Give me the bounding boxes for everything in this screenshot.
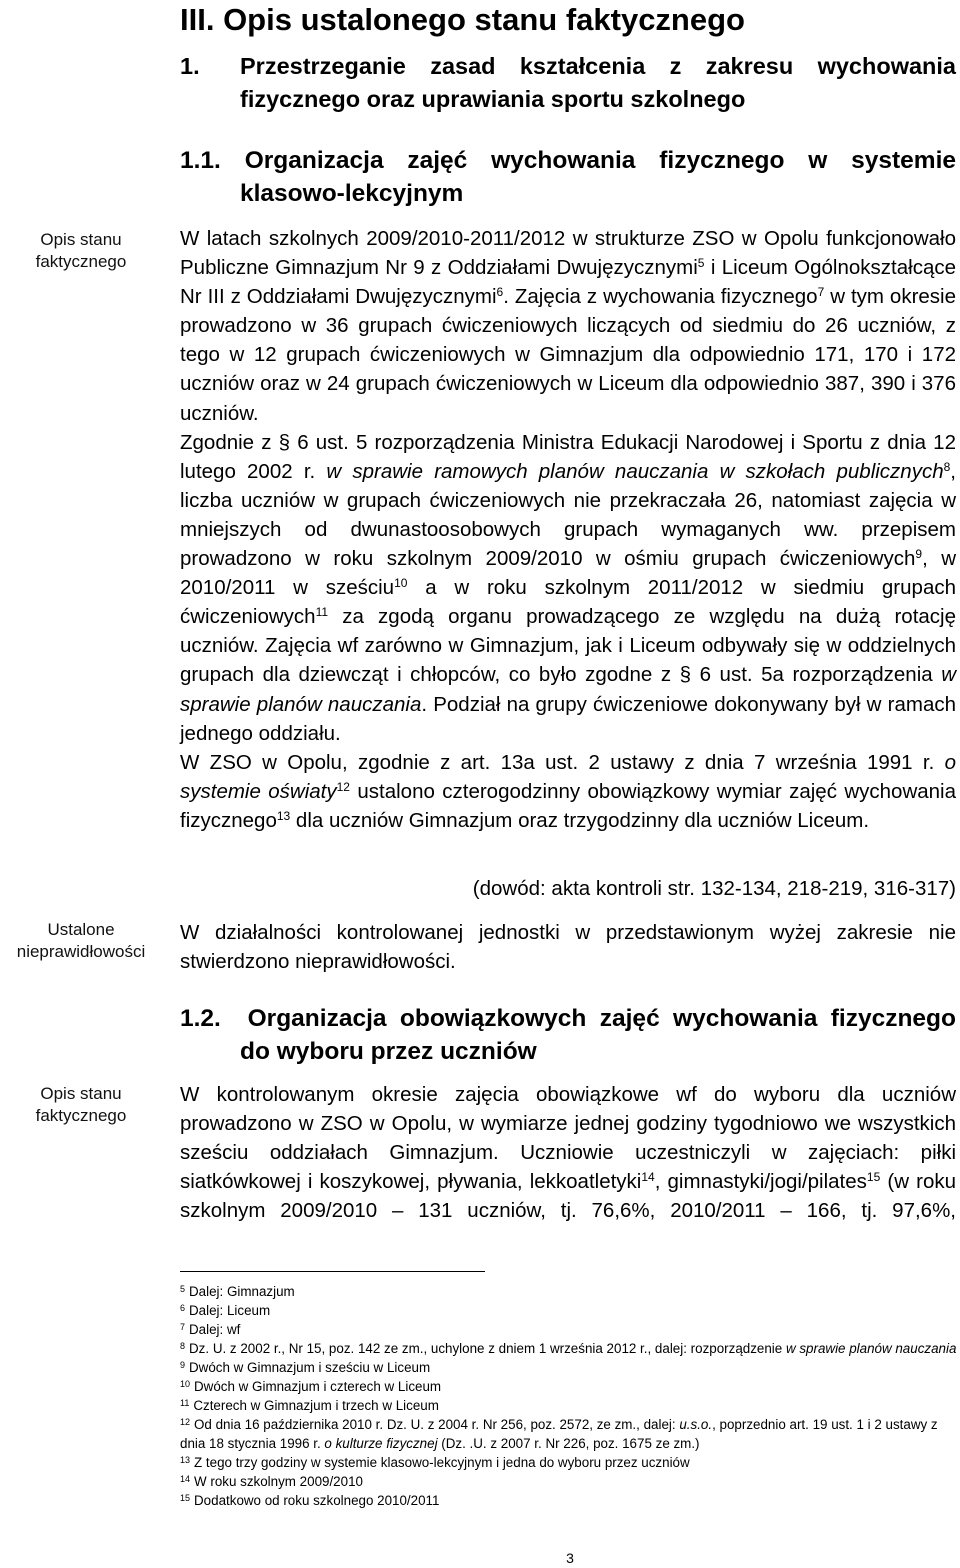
footnote-13: $^{13}$ Z tego trzy godziny w systemie klasowo-lekcyjnym i jedna do wyboru przez uczniów [180, 1455, 690, 1470]
paragraph-3: W ZSO w Opolu, zgodnie z art. 13a ust. 2 ustawy z dnia 7 września 1991 r. o systemie oświaty$^{12}$ ustalono czterogodzinny obowiązkowy wymiar zajęć wychowania fizycznego$^{13}$ dla uczniów Gimnazjum oraz trzygodzinny dla uczniów Liceum. [180, 750, 957, 832]
footnotes [180, 1282, 958, 1510]
footnote-separator [180, 1271, 485, 1272]
footnote-6: $^6$ Dalej: Liceum [180, 1303, 271, 1318]
margin-note-facts-1: Opis stanu faktycznego [35, 230, 127, 271]
heading-1-number: 1. [180, 53, 200, 79]
heading-1-2 [180, 1002, 956, 1068]
footnote-14: $^{14}$ W roku szkolnym 2009/2010 [180, 1474, 363, 1489]
paragraph-1: W latach szkolnych 2009/2010-2011/2012 w strukturze ZSO w Opolu funkcjonowało Publiczne Gimnazjum Nr 9 z Oddziałami Dwujęzycznymi$^5$ i Liceum Ogólnokształcące Nr III z Oddziałami Dwujęzycznymi$^6$. Zajęcia z wychowania fizycznego$^7$ w tym okresie prowadzono w 36 grupach ćwiczeniowych liczących od siedmiu do 26 uczniów, z tego w 12 grupach ćwiczeniowych w Gimnazjum dla odpowiednio 171, 170 i 172 uczniów oraz w 24 grupach ćwiczeniowych w Liceum dla odpowiednio 387, 390 i 376 uczniów. [180, 227, 957, 425]
heading-1-1-number: 1.1. [180, 147, 221, 174]
footnote-10: $^{10}$ Dwóch w Gimnazjum i czterech w Liceum [180, 1379, 442, 1394]
heading-1-1-line1: Organizacja zajęć wychowania fizycznego w systemie [244, 147, 957, 174]
footnote-7: $^7$ Dalej: wf [180, 1322, 241, 1337]
footnote-8: $^8$ Dz. U. z 2002 r., Nr 15, poz. 142 ze zm., uchylone z dniem 1 września 2012 r., dalej: rozporządzenie w sprawie planów nauczania [180, 1341, 957, 1356]
heading-1-1 [180, 144, 956, 210]
evidence-note: (dowód: akta kontroli str. 132-134, 218-219, 316-317) [472, 877, 956, 900]
margin-note-irregularities: Ustalone nieprawidłowości [16, 920, 146, 961]
paragraph-5: W kontrolowanym okresie zajęcia obowiązkowe wf do wyboru dla uczniów prowadzono w ZSO w Opolu, w wymiarze jednej godziny tygodniowo we wszystkich sześciu oddziałach Gimnazjum. Uczniowie uczestniczyli w zajęciach: piłki siatkówkowej i koszykowej, pływania, lekkoatletyki$^{14}$, gimnastyki/jogi/pilates$^{15}$ (w roku szkolnym 2009/2010 – 131 uczniów, tj. 76,6%, 2010/2011 – 166, tj. 97,6%, [180, 1083, 956, 1223]
heading-1-line2: fizycznego oraz uprawiania sportu szkolnego [240, 86, 746, 112]
heading-1-2-number: 1.2. [180, 1005, 221, 1032]
heading-1-line1: Przestrzeganie zasad kształcenia z zakresu wychowania [240, 53, 956, 79]
section-title: III. Opis ustalonego stanu faktycznego [180, 2, 745, 37]
heading-1 [180, 50, 956, 116]
page-number: 3 [566, 1550, 574, 1566]
heading-1-1-line2: klasowo-lekcyjnym [240, 180, 464, 207]
footnote-5: $^5$ Dalej: Gimnazjum [180, 1284, 295, 1299]
footnote-12: $^{12}$ Od dnia 16 października 2010 r. Dz. U. z 2004 r. Nr 256, poz. 2572, ze zm., dalej: u.s.o., poprzednio art. 19 ust. 1 i 2 ustawy z dnia 18 stycznia 1996 r. o kulturze fizycznej (Dz. .U. z 2007 r. Nr 226, poz. 1675 ze zm.) [180, 1417, 938, 1451]
heading-1-2-line1: Organizacja obowiązkowych zajęć wychowania fizycznego [247, 1005, 956, 1032]
body-section-1-1 [180, 224, 956, 835]
heading-1-2-line2: do wyboru przez uczniów [240, 1038, 537, 1065]
footnote-15: $^{15}$ Dodatkowo od roku szkolnego 2010/2011 [180, 1493, 440, 1508]
paragraph-2: Zgodnie z § 6 ust. 5 rozporządzenia Ministra Edukacji Narodowej i Sportu z dnia 12 lutego 2002 r. w sprawie ramowych planów nauczania w szkołach publicznych$^8$, liczba uczniów w grupach ćwiczeniowych nie przekraczała 26, natomiast zajęcia w mniejszych od dwunastoosobowych grupach wymaganych ww. przepisem prowadzono w roku szkolnym 2009/2010 w ośmiu grupach ćwiczeniowych$^9$, w 2010/2011 w sześciu$^{10}$ a w roku szkolnym 2011/2012 w siedmiu grupach ćwiczeniowych$^{11}$ za zgodą organu prowadzącego ze względu na dużą rotację uczniów. Zajęcia wf zarówno w Gimnazjum, jak i Liceum odbywały się w oddzielnych grupach dla dziewcząt i chłopców, co było zgodne z § 6 ust. 5a rozporządzenia w sprawie planów nauczania. Podział na grupy ćwiczeniowe dokonywany był w ramach jednego oddziału. [180, 430, 957, 745]
footnote-11: $^{11}$ Czterech w Gimnazjum i trzech w Liceum [180, 1398, 439, 1413]
footnote-9: $^9$ Dwóch w Gimnazjum i sześciu w Liceum [180, 1360, 431, 1375]
paragraph-4: W działalności kontrolowanej jednostki w przedstawionym wyżej zakresie nie stwierdzono nieprawidłowości. [180, 921, 956, 974]
margin-note-facts-2: Opis stanu faktycznego [35, 1084, 127, 1125]
